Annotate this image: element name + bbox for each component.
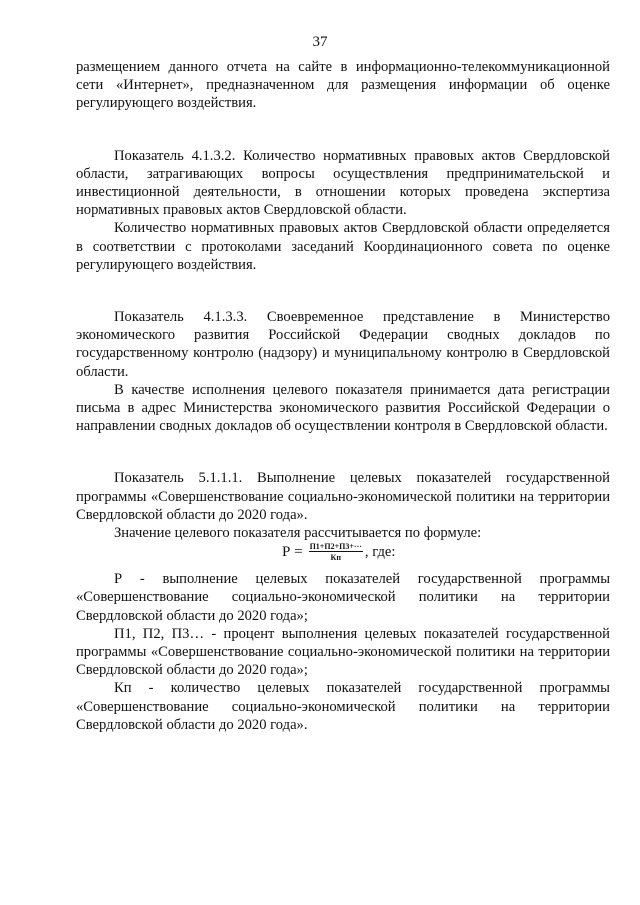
formula-denominator: Кп — [330, 553, 341, 563]
paragraph-continuation: размещением данного отчета на сайте в информационно-телекоммуникационной сети «Интернет», предназначенном для размещения информации об оценке регулирующего воздействия. — [76, 59, 610, 112]
paragraph-def-p1-p2-p3: П1, П2, П3… - процент выполнения целевых показателей государственной программы «Совершенствование социально-экономической политики на территории Свердловской области до 2020 года»; — [76, 625, 610, 679]
paragraph-indicator-4-1-3-2-method: Количество нормативных правовых актов Свердловской области определяется в соответствии с протоколами заседаний Координационного совета по оценке регулирующего воздействия. — [76, 220, 610, 273]
paragraph-def-kp: Кп - количество целевых показателей государственной программы «Совершенствование социально-экономической политики на территории Свердловской области до 2020 года». — [76, 680, 610, 733]
formula-lhs: Р = — [282, 543, 303, 560]
formula-numerator: П1+П2+П3+··· — [309, 542, 362, 552]
paragraph-indicator-4-1-3-3: Показатель 4.1.3.3. Своевременное представление в Министерство экономического развития Российской Федерации сводных докладов по государственному контролю (надзору) и муниципальному контролю в Свердловской области. — [76, 309, 610, 380]
formula-suffix: , где: — [364, 543, 396, 560]
page-number: 37 — [312, 34, 328, 50]
formula-line — [76, 542, 610, 570]
paragraph-indicator-5-1-1-1: Показатель 5.1.1.1. Выполнение целевых показателей государственной программы «Совершенствование социально-экономической политики на территории Свердловской области до 2020 года». — [76, 470, 610, 523]
paragraph-def-p: Р - выполнение целевых показателей государственной программы «Совершенствование социально-экономической политики на территории Свердловской области до 2020 года»; — [76, 571, 610, 624]
document-body — [76, 58, 610, 734]
formula — [282, 542, 395, 562]
paragraph-formula-intro: Значение целевого показателя рассчитывается по формуле: — [114, 525, 482, 542]
formula-fraction — [309, 542, 363, 562]
paragraph-indicator-4-1-3-2: Показатель 4.1.3.2. Количество нормативных правовых актов Свердловской области, затрагивающих вопросы осуществления предпринимательской и инвестиционной деятельности, в отношении которых проведена экспертиза нормативных правовых актов Свердловской области. — [76, 147, 610, 219]
paragraph-indicator-4-1-3-3-method: В качестве исполнения целевого показателя принимается дата регистрации письма в адрес Министерства экономического развития Российской Федерации о направлении сводных докладов об осуществлении контроля в Свердловской области. — [76, 381, 610, 435]
